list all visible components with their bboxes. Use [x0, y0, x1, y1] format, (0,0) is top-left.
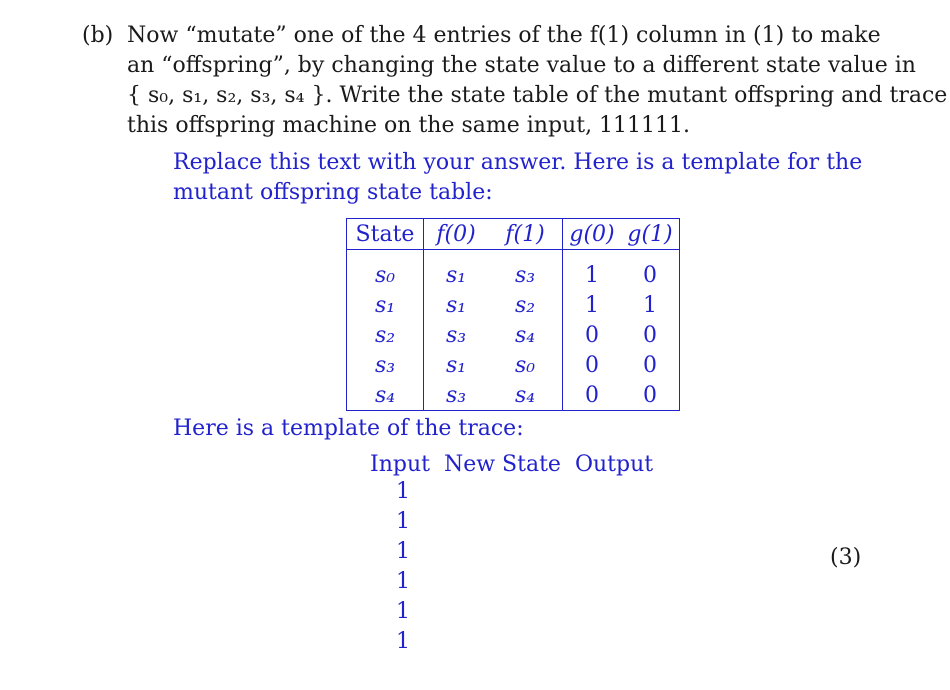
cell-f1[interactable]: s₄	[488, 320, 563, 350]
cell-f0[interactable]: s₃	[445, 322, 467, 348]
cell-state[interactable]: s₀	[347, 250, 424, 291]
cell-f1[interactable]: s₄	[488, 380, 563, 411]
question-line-3: { s₀, s₁, s₂, s₃, s₄ }. Write the state table of the mutant offspring and trace	[127, 83, 948, 108]
state-table	[346, 218, 680, 411]
cell-g1[interactable]: 0	[621, 250, 680, 291]
header-f0: f(0)	[424, 219, 489, 250]
cell-state[interactable]: s₄	[347, 380, 424, 411]
header-g1: g(1)	[621, 219, 680, 250]
cell-g1[interactable]: 1	[621, 290, 680, 320]
cell-state[interactable]: s₃	[347, 350, 424, 380]
table-row	[347, 380, 680, 411]
cell-state[interactable]: s₂	[347, 320, 424, 350]
question-line-1: Now “mutate” one of the 4 entries of the f(1) column in (1) to make	[127, 23, 881, 48]
table-row	[347, 250, 680, 291]
trace-input-row[interactable]: 1	[396, 509, 410, 534]
table-row	[347, 290, 680, 320]
trace-header-new-state: New State	[443, 452, 561, 477]
cell-f0[interactable]: s₁	[445, 352, 467, 378]
cell-f0[interactable]: s₁	[445, 292, 467, 318]
cell-f1[interactable]: s₀	[488, 350, 563, 380]
state-table-header	[347, 219, 680, 250]
cell-g0[interactable]: 0	[585, 322, 599, 348]
question-label: (b)	[82, 23, 114, 48]
cell-g0[interactable]: 0	[585, 352, 599, 378]
trace-template	[370, 452, 653, 657]
trace-input-row[interactable]: 1	[396, 599, 410, 624]
cell-state[interactable]: s₁	[347, 290, 424, 320]
cell-g1[interactable]: 0	[621, 380, 680, 411]
cell-g0[interactable]: 1	[585, 292, 599, 318]
header-state: State	[347, 219, 424, 250]
question-line-4: this offspring machine on the same input, 111111.	[127, 113, 691, 138]
table-row	[347, 320, 680, 350]
trace-input-row[interactable]: 1	[396, 569, 410, 594]
trace-intro[interactable]: Here is a template of the trace:	[173, 416, 524, 441]
answer-line-1[interactable]: Replace this text with your answer. Here is a template for the	[173, 150, 863, 175]
trace-input-row[interactable]: 1	[396, 629, 410, 654]
marks-label: (3)	[830, 545, 862, 570]
cell-f1[interactable]: s₂	[488, 290, 563, 320]
header-g0: g(0)	[563, 219, 622, 250]
trace-header-input: Input	[370, 452, 430, 477]
header-f1: f(1)	[488, 219, 563, 250]
question-line-2: an “offspring”, by changing the state value to a different state value in	[127, 53, 916, 78]
cell-g1[interactable]: 0	[621, 320, 680, 350]
cell-f0[interactable]: s₁	[445, 262, 467, 288]
cell-f0[interactable]: s₃	[424, 380, 489, 411]
answer-line-2[interactable]: mutant offspring state table:	[173, 180, 493, 205]
trace-input-row[interactable]: 1	[396, 479, 410, 504]
trace-input-row[interactable]: 1	[396, 539, 410, 564]
cell-f1[interactable]: s₃	[488, 250, 563, 291]
cell-g0[interactable]: 0	[563, 380, 622, 411]
trace-header	[370, 452, 653, 477]
trace-header-output: Output	[574, 452, 654, 477]
cell-g0[interactable]: 1	[585, 262, 599, 288]
cell-g1[interactable]: 0	[621, 350, 680, 380]
table-row	[347, 350, 680, 380]
